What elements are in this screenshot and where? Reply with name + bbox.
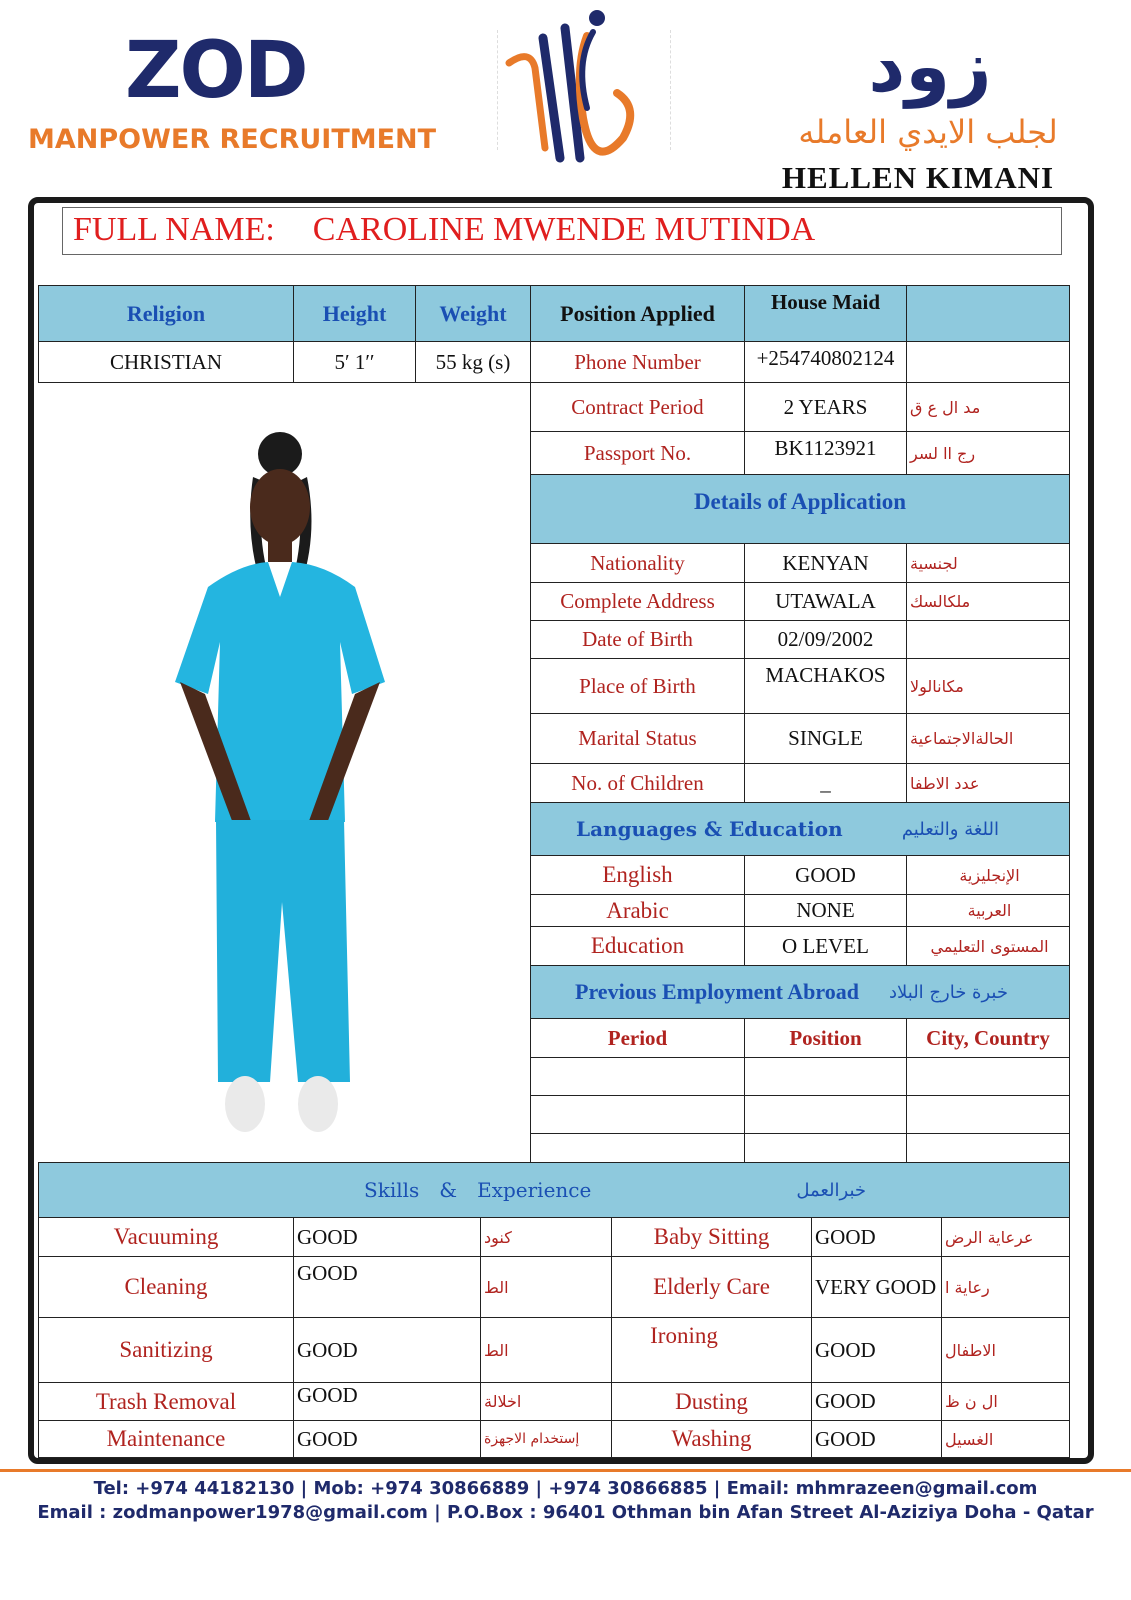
brand-subtitle: MANPOWER RECRUITMENT — [28, 124, 437, 155]
employment-empty-cell — [744, 1095, 907, 1134]
skill-value: GOOD — [293, 1256, 481, 1318]
footer-address-line: Email : zodmanpower1978@gmail.com | P.O.Box : 96401 Othman bin Afan Street Al-Aziziya Doha - Qatar — [37, 1502, 1094, 1523]
arabic-value: NONE — [744, 894, 907, 927]
pob-label: Place of Birth — [530, 658, 745, 714]
dob-ar — [906, 620, 1070, 659]
skill-label: Maintenance — [38, 1420, 294, 1458]
nationality-label: Nationality — [530, 543, 745, 583]
header-divider — [670, 30, 672, 150]
contract-value: 2 YEARS — [744, 382, 907, 432]
skill-label: Baby Sitting — [611, 1217, 812, 1257]
employment-col-city: City, Country — [906, 1018, 1070, 1058]
agent-name: HELLEN KIMANI — [781, 160, 1055, 195]
contract-label: Contract Period — [530, 382, 745, 432]
employment-empty-cell — [906, 1095, 1070, 1134]
skill-value: GOOD — [293, 1217, 481, 1257]
phone-ar-cell — [906, 341, 1070, 383]
employment-empty-cell — [906, 1057, 1070, 1096]
full-name-box — [62, 207, 1062, 255]
address-label: Complete Address — [530, 582, 745, 621]
details-title: Details of Application — [530, 474, 1070, 544]
skill-label: Ironing — [611, 1317, 812, 1383]
full-name-label: FULL NAME: — [73, 211, 275, 248]
skill-label: Vacuuming — [38, 1217, 294, 1257]
footer-contact-line: Tel: +974 44182130 | Mob: +974 30866889 | +974 30866885 | Email: mhmrazeen@gmail.com — [93, 1478, 1038, 1499]
english-value: GOOD — [744, 855, 907, 895]
pob-value: MACHAKOS — [744, 658, 907, 714]
phone-label: Phone Number — [530, 341, 745, 383]
education-label: Education — [530, 926, 745, 966]
position-applied-value: House Maid — [744, 285, 907, 342]
skills-title-ar: خبرالعمل — [796, 1179, 867, 1201]
arabic-ar: العربية — [906, 894, 1070, 927]
skill-ar: الط — [480, 1256, 612, 1318]
address-value: UTAWALA — [744, 582, 907, 621]
skills-title-amp: & — [439, 1178, 458, 1202]
contract-ar: مد ال ع ق — [906, 382, 1070, 432]
languages-header — [530, 802, 1070, 856]
marital-value: SINGLE — [744, 713, 907, 764]
brand-arabic: زود — [868, 24, 992, 108]
skill-value: GOOD — [811, 1420, 942, 1458]
weight-value: 55 kg (s) — [415, 341, 531, 383]
skill-value: GOOD — [811, 1217, 942, 1257]
skill-label: Trash Removal — [38, 1382, 294, 1421]
position-applied-label: Position Applied — [530, 285, 745, 342]
skill-ar: ال ن ظ — [941, 1382, 1070, 1421]
skills-title-2: Experience — [477, 1178, 592, 1202]
header-divider — [497, 30, 499, 150]
brand-logo-text: ZOD — [125, 26, 307, 116]
skill-label: Sanitizing — [38, 1317, 294, 1383]
dob-value: 02/09/2002 — [744, 620, 907, 659]
footer-divider — [0, 1469, 1131, 1472]
skills-title-1: Skills — [364, 1178, 420, 1202]
height-label: Height — [293, 285, 416, 342]
skill-ar: الط — [480, 1317, 612, 1383]
skill-ar: الغسيل — [941, 1420, 1070, 1458]
marital-label: Marital Status — [530, 713, 745, 764]
religion-label: Religion — [38, 285, 294, 342]
zod-logo-icon — [505, 8, 640, 178]
skill-value: VERY GOOD — [811, 1256, 942, 1318]
dob-label: Date of Birth — [530, 620, 745, 659]
skill-ar: كنود — [480, 1217, 612, 1257]
employment-empty-cell — [530, 1133, 745, 1163]
english-label: English — [530, 855, 745, 895]
skill-value: GOOD — [811, 1317, 942, 1383]
employment-empty-cell — [744, 1057, 907, 1096]
employment-empty-cell — [530, 1095, 745, 1134]
employment-header — [530, 965, 1070, 1019]
passport-label: Passport No. — [530, 431, 745, 475]
skill-value: GOOD — [293, 1420, 481, 1458]
education-value: O LEVEL — [744, 926, 907, 966]
children-value: _ — [744, 763, 907, 803]
weight-label: Weight — [415, 285, 531, 342]
pob-ar: مكانالولا — [906, 658, 1070, 714]
skill-label: Elderly Care — [611, 1256, 812, 1318]
skills-header — [38, 1162, 1070, 1218]
skill-ar: الاطفال — [941, 1317, 1070, 1383]
height-value: 5′ 1′′ — [293, 341, 416, 383]
religion-value: CHRISTIAN — [38, 341, 294, 383]
arabic-label: Arabic — [530, 894, 745, 927]
english-ar: الإنجليزية — [906, 855, 1070, 895]
skill-label: Washing — [611, 1420, 812, 1458]
employment-title: Previous Employment Abroad — [575, 979, 859, 1004]
languages-title: Languages & Education — [576, 817, 843, 841]
children-label: No. of Children — [530, 763, 745, 803]
position-ar-cell — [906, 285, 1070, 342]
passport-ar: رج اا لسر — [906, 431, 1070, 475]
skill-value: GOOD — [293, 1382, 481, 1421]
employment-col-period: Period — [530, 1018, 745, 1058]
skill-label: Dusting — [611, 1382, 812, 1421]
skill-ar: إستخدام الاجهزة — [480, 1420, 612, 1458]
employment-empty-cell — [906, 1133, 1070, 1163]
education-ar: المستوى التعليمي — [906, 926, 1070, 966]
skill-ar: اخلالة — [480, 1382, 612, 1421]
skill-value: GOOD — [293, 1317, 481, 1383]
employment-col-position: Position — [744, 1018, 907, 1058]
skill-ar: عرعاية الرض — [941, 1217, 1070, 1257]
address-ar: ملكالسك — [906, 582, 1070, 621]
skill-label: Cleaning — [38, 1256, 294, 1318]
full-name-value: CAROLINE MWENDE MUTINDA — [312, 211, 816, 248]
passport-value: BK1123921 — [744, 431, 907, 475]
brand-arabic-subtitle: لجلب الايدي العامله — [798, 113, 1058, 151]
phone-value: +254740802124 — [744, 341, 907, 383]
nationality-ar: لجنسية — [906, 543, 1070, 583]
nationality-value: KENYAN — [744, 543, 907, 583]
employment-title-ar: خبرة خارج البلاد — [889, 981, 1008, 1003]
children-ar: عدد الاطفا — [906, 763, 1070, 803]
candidate-photo — [40, 382, 528, 1162]
languages-title-ar: اللغة والتعليم — [901, 818, 999, 840]
employment-empty-cell — [530, 1057, 745, 1096]
marital-ar: الحالةالاجتماعية — [906, 713, 1070, 764]
skill-ar: رعاية ا — [941, 1256, 1070, 1318]
employment-empty-cell — [744, 1133, 907, 1163]
skill-value: GOOD — [811, 1382, 942, 1421]
